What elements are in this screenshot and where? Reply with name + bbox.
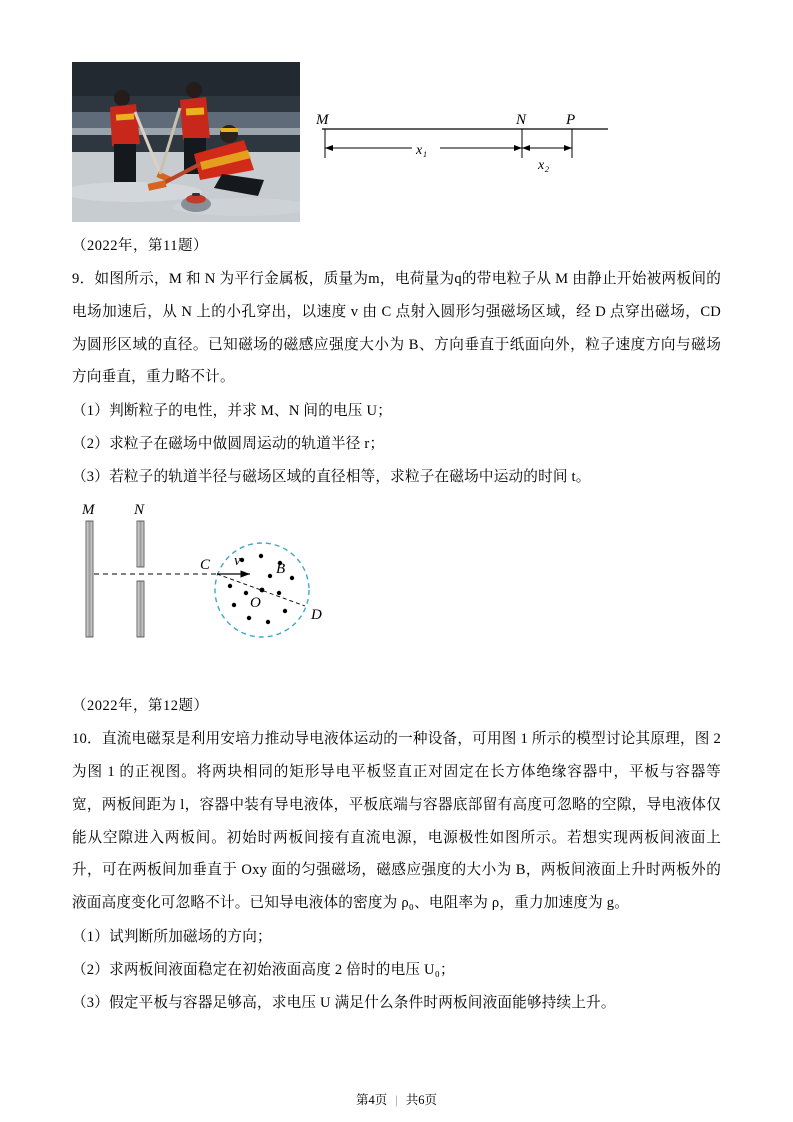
mnp-label-x1: x₁: [416, 143, 428, 158]
athlete-center-head: [186, 82, 202, 98]
athlete-left-head: [114, 90, 130, 106]
mnp-label-x2: x₂: [538, 158, 550, 173]
q10-stem: 10．直流电磁泵是利用安培力推动导电液体运动的一种设备，可用图 1 所示的模型讨论其原理，图 2 为图 1 的正视图。将两块相同的矩形导电平板竖直正对固定在长方体绝缘容器中，平板与容器等宽，两板间距为 l，容器中装有导电液体，平板底端与容器底部留有高度可忽略的空隙，导电液体仅能从空隙进入两板间。初始时两板间接有直流电源，电源极性如图所示。若想实现两板间液面上升，可在两板间加垂直于 Oxy 面的匀强磁场，磁感应强度的大小为 B，两板间液面上升时两板外的液面高度变化可忽略不计。已知导电液体的密度为 ρ₀、电阻率为 ρ，重力加速度为 g。: [72, 731, 721, 912]
q9-label-o: O: [250, 595, 261, 612]
mnp-label-n: N: [516, 112, 527, 128]
q9-label-plate-m: M: [82, 502, 95, 519]
q9-part-1: （1）判断粒子的电性，并求 M、N 间的电压 U；: [72, 403, 392, 420]
q9-label-v: v: [234, 553, 241, 570]
q9-label-b: B: [276, 561, 286, 578]
mnp-label-p: P: [566, 112, 576, 128]
plate-m: [86, 521, 93, 637]
athlete-front-head: [220, 125, 238, 143]
caption-q11-source: （2022年，第11题）: [72, 238, 208, 254]
mnp-diagram: [316, 112, 612, 179]
center-o-dot: [260, 588, 265, 593]
top-figure-row: [72, 62, 721, 222]
footer-separator: |: [395, 1093, 398, 1107]
q10-part-2: （2）求两板间液面稳定在初始液面高度 2 倍时的电压 U₀；: [72, 962, 455, 979]
caption-q12-source: （2022年，第12题）: [72, 698, 209, 715]
q9-label-plate-n: N: [134, 502, 145, 519]
q10-part-3: （3）假定平板与容器足够高，求电压 U 满足什么条件时两板间液面能够持续上升。: [72, 994, 616, 1011]
q9-diagram: [74, 501, 721, 682]
plate-n-upper: [137, 521, 144, 567]
plate-n-lower: [137, 581, 144, 637]
q9-stem: 9．如图所示，M 和 N 为平行金属板，质量为m，电荷量为q的带电粒子从 M 由静止开始被两板间的电场加速后，从 N 上的小孔穿出，以速度 v 由 C 点射入圆形匀强磁场区域，经 D 点穿出磁场，CD 为圆形区域的直径。已知磁场的磁感应强度大小为 B、方向垂直于纸面向外，粒子速度方向与磁场方向垂直，重力略不计。: [72, 271, 721, 386]
curling-photo: [72, 62, 300, 222]
q9-label-d: D: [311, 607, 322, 624]
q9-label-c: C: [200, 557, 211, 574]
footer-page-number: 第4页: [355, 1093, 388, 1107]
footer-total-pages: 共6页: [405, 1093, 438, 1107]
curling-photo-art: [72, 62, 300, 222]
mnp-label-m: M: [316, 112, 329, 128]
q9-part-3: （3）若粒子的轨道半径与磁场区域的直径相等，求粒子在磁场中运动的时间 t。: [72, 469, 591, 486]
q10-part-1: （1）试判断所加磁场的方向；: [72, 929, 272, 946]
q9-part-2: （2）求粒子在磁场中做圆周运动的轨道半径 r；: [72, 436, 385, 453]
page-footer: [0, 1090, 793, 1108]
